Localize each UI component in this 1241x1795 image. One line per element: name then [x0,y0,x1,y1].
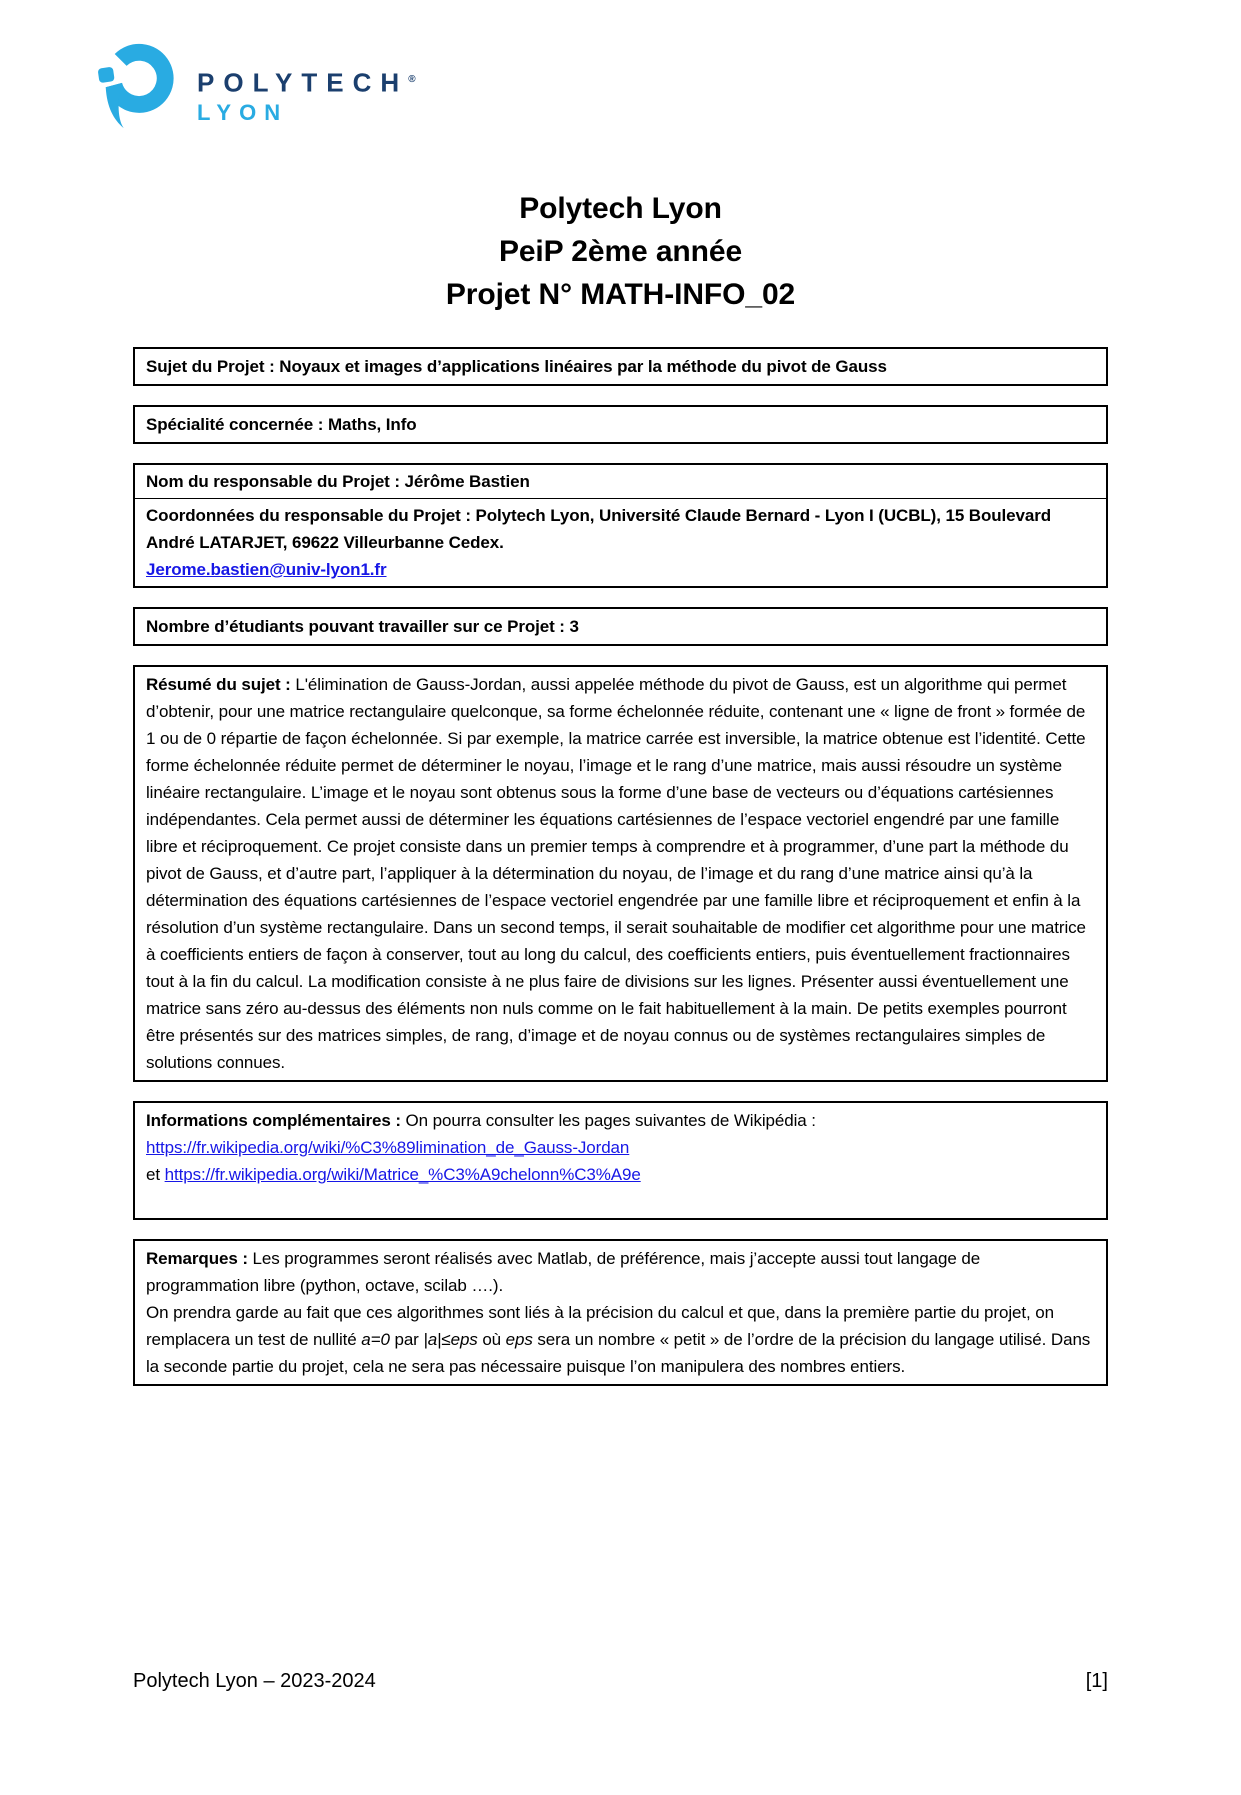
wiki-link-gauss-jordan[interactable]: https://fr.wikipedia.org/wiki/%C3%89limination_de_Gauss-Jordan [146,1138,630,1157]
remarques-text-mid1: par [389,1330,424,1349]
logo-name: POLYTECH [197,67,409,98]
page-footer [133,1670,1108,1693]
coordonnees-text: Coordonnées du responsable du Projet : Polytech Lyon, Université Claude Bernard - Lyon I (UCBL), 15 Boulevard André LATARJET, 69622 Villeurbanne Cedex. [146,506,1052,552]
infos-box [133,1101,1108,1220]
responsable-text: Nom du responsable du Projet : Jérôme Bastien [146,472,530,491]
email-link[interactable]: Jerome.bastien@univ-lyon1.fr [146,560,387,579]
remarques-math-abs-eps: |a|≤eps [423,1330,478,1349]
document-page [0,40,1241,1795]
document-content [133,347,1108,1386]
remarques-text-1: Les programmes seront réalisés avec Matlab, de préférence, mais j’accepte aussi tout langage de programmation libre (python, octave, scilab ….). [146,1249,981,1295]
polytech-logo [97,40,1241,132]
resume-label: Résumé du sujet : [146,675,291,694]
responsable-box [133,463,1108,588]
nombre-etudiants-text: Nombre d’étudiants pouvant travailler sur ce Projet : 3 [146,617,579,636]
logo-text [197,67,416,124]
coordonnees-row [135,498,1106,586]
sujet-box [133,347,1108,386]
infos-text: On pourra consulter les pages suivantes de Wikipédia : [400,1111,816,1130]
polytech-logo-icon [97,40,175,132]
document-title [0,187,1241,316]
title-line-2: PeiP 2ème année [498,235,743,268]
registered-mark: ® [408,74,416,85]
remarques-text-mid2: où [477,1330,506,1349]
resume-text: L'élimination de Gauss-Jordan, aussi appelée méthode du pivot de Gauss, est un algorithme qui permet d’obtenir, pour une matrice rectangulaire quelconque, sa forme échelonnée réduite, contenant une « ligne de front » formée de 1 ou de 0 répartie de façon échelonnée. Si par exemple, la matrice carrée est inversible, la matrice obtenue est l’identité. Cette forme échelonnée réduite permet de déterminer le noyau, l’image et le rang d’une matrice, mais aussi résoudre un système linéaire rectangulaire. L’image et le noyau sont obtenus sous la forme d’une base de vecteurs ou d’équations cartésiennes indépendantes. Cela permet aussi de déterminer les équations cartésiennes de l’espace vectoriel engendré par une famille libre et réciproquement. Ce projet consiste dans un premier temps à comprendre et à programmer, d’une part la méthode du pivot de Gauss, et d’autre part, l’appliquer à la détermination du noyau, de l’image et du rang d’une matrice ainsi qu’à la détermination des équations cartésiennes de l’espace vectoriel engendrée par une famille libre et réciproquement et enfin à la résolution d’un système rectangulaire. Dans un second temps, il serait souhaitable de modifier cet algorithme pour une matrice à coefficients entiers de façon à conserver, tout au long du calcul, des coefficients entiers, puis éventuellement fractionnaires tout à la fin du calcul. La modification consiste à ne plus faire de divisions sur les lignes. Présenter aussi éventuellement une matrice sans zéro au-dessus des éléments non nuls comme on le fait habituellement à la main. De petits exemples pourront être présentés sur des matrices simples, de rang, d’image et de noyau connus ou de systèmes rectangulaires simples de solutions connues. [146,675,1086,1072]
footer-left: Polytech Lyon – 2023-2024 [133,1670,376,1692]
resume-box [133,665,1108,1082]
remarques-paragraph-2 [146,1299,1095,1380]
title-line-1: Polytech Lyon [519,192,722,225]
nombre-etudiants-box [133,607,1108,646]
title-line-3: Projet N° MATH-INFO_02 [445,278,796,311]
email-line [146,556,1095,583]
sujet-text: Sujet du Projet : Noyaux et images d’applications linéaires par la méthode du pivot de Gauss [146,357,887,376]
remarques-math-eps: eps [505,1330,533,1349]
specialite-box [133,405,1108,444]
remarques-text-2b: sera un nombre « petit » de l’ordre de la précision du langage utilisé. Dans la seconde partie du projet, cela ne sera pas nécessaire puisque l’on manipulera des nombres entiers. [146,1330,1091,1376]
footer-page-number: [1] [1085,1670,1108,1692]
infos-label: Informations complémentaires : [146,1111,401,1130]
remarques-label: Remarques : [146,1249,248,1268]
remarques-paragraph-1 [146,1245,1095,1299]
specialite-text: Spécialité concernée : Maths, Info [146,415,417,434]
remarques-math-a0: a=0 [361,1330,390,1349]
logo-wordmark [197,67,416,96]
infos-link-line-2 [146,1161,1095,1188]
infos-intro-line [146,1107,1095,1134]
infos-et-text: et [146,1165,165,1184]
remarques-box [133,1239,1108,1386]
logo-city: LYON [197,99,289,125]
wiki-link-matrice-echelonnee[interactable]: https://fr.wikipedia.org/wiki/Matrice_%C3%A9chelonn%C3%A9e [164,1165,641,1184]
infos-link-line-1 [146,1134,1095,1161]
remarques-text-2a: On prendra garde au fait que ces algorithmes sont liés à la précision du calcul et que, dans la première partie du projet, on remplacera un test de nullité [146,1303,1054,1349]
responsable-row [135,465,1106,498]
